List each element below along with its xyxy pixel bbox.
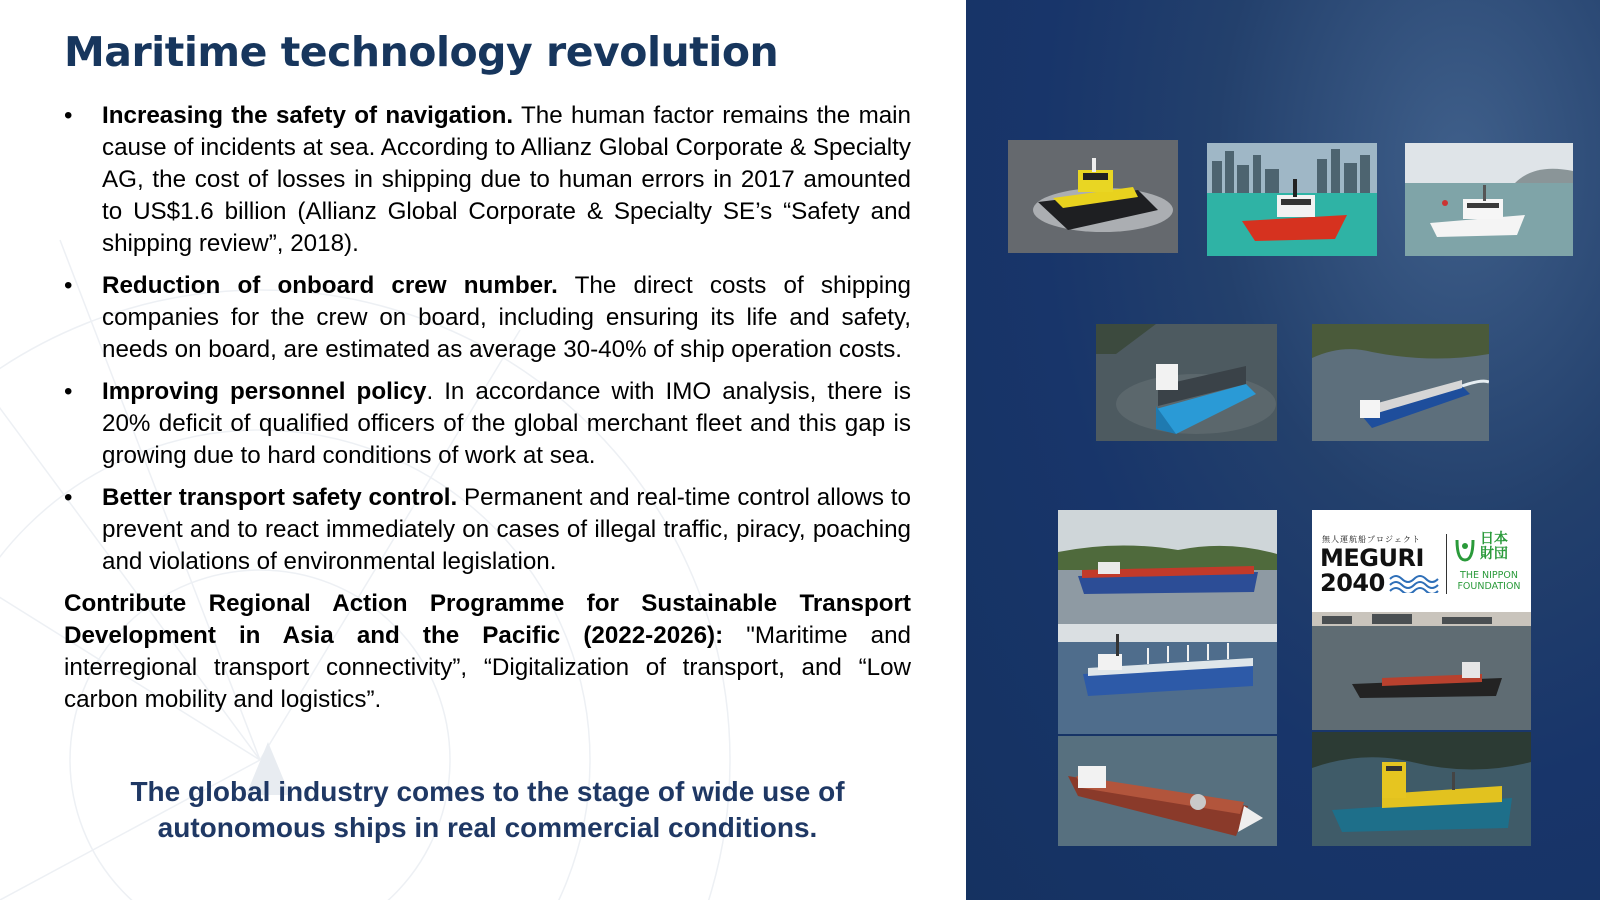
bullet-text: The direct costs of shipping companies for the crew on board, including ensuring its life and safety, needs on board, are estimated as average 30-40% of ship operation costs. <box>102 272 912 363</box>
logo-org-line2: FOUNDATION <box>1457 581 1521 592</box>
photo-blue-container-ship <box>1096 324 1277 441</box>
logo-kanji-line2: 財団 <box>1480 546 1508 562</box>
logo-organization-name <box>1454 570 1524 592</box>
logo-project-name: MEGURI <box>1320 544 1424 572</box>
bullet-text: . In accordance with IMO analysis, there is 20% deficit of qualified officers of the global merchant fleet and this gap is growing due to hard conditions of work at sea. <box>102 378 911 469</box>
photo-ship-on-river <box>1058 510 1277 624</box>
photo-container-ship-port <box>1312 612 1531 730</box>
conclusion-statement: The global industry comes to the stage of wide use of autonomous ships in real commercial conditions. <box>130 776 845 843</box>
photo-yellow-tug <box>1008 140 1178 253</box>
photo-tanker-aerial <box>1058 736 1277 846</box>
contribution-paragraph <box>64 588 911 716</box>
logo-kanji-line1: 日本 <box>1480 531 1508 547</box>
photo-yellow-container-ship <box>1312 732 1531 846</box>
bullet-text: The human factor remains the main cause of incidents at sea. According to Allianz Global Corporate & Specialty AG, the cost of losses in shipping due to human errors in 2017 amounted to US$1.6 billion (Allianz Global Corporate & Specialty SE’s “Safety and shipping review”, 2018). <box>102 102 912 257</box>
photo-white-patrol-vessel <box>1405 143 1573 256</box>
logo-org-line1: THE NIPPON <box>1460 570 1518 581</box>
bullet-lead: Better transport safety control. <box>102 484 458 511</box>
logo-japanese-caption: 無人運航船プロジェクト <box>1322 535 1421 544</box>
bullet-text: Permanent and real-time control allows to prevent and to react immediately on cases of illegal traffic, piracy, poaching and violations of environmental legislation. <box>102 484 911 575</box>
slide-title: Maritime technology revolution <box>64 28 779 76</box>
bullet-item <box>64 270 911 366</box>
logo-kanji <box>1480 532 1508 562</box>
bullet-lead: Reduction of onboard crew number. <box>102 272 558 299</box>
bullet-lead: Increasing the safety of navigation. <box>102 102 514 129</box>
bullet-item <box>64 100 911 260</box>
meguri-2040-logo <box>1312 510 1531 612</box>
contribution-text: "Maritime and interregional transport connectivity”, “Digitalization of transport, and “Low carbon mobility and logistics”. <box>64 622 911 713</box>
logo-year: 2040 <box>1320 569 1385 597</box>
nippon-foundation-emblem-icon <box>1453 534 1477 564</box>
contribution-lead: Contribute Regional Action Programme for Sustainable Transport Development in Asia and the Pacific (2022-2026): <box>64 590 911 649</box>
bullet-list <box>64 100 911 578</box>
bullet-item <box>64 482 911 578</box>
slide-body <box>64 100 911 716</box>
bullet-item <box>64 376 911 472</box>
wave-icon <box>1388 573 1442 593</box>
photo-red-tug-city <box>1207 143 1377 256</box>
photo-coastal-cargo-ship <box>1312 324 1489 441</box>
bullet-lead: Improving personnel policy <box>102 378 427 405</box>
photo-ship-with-cranes <box>1058 624 1277 734</box>
logo-divider <box>1446 534 1447 594</box>
